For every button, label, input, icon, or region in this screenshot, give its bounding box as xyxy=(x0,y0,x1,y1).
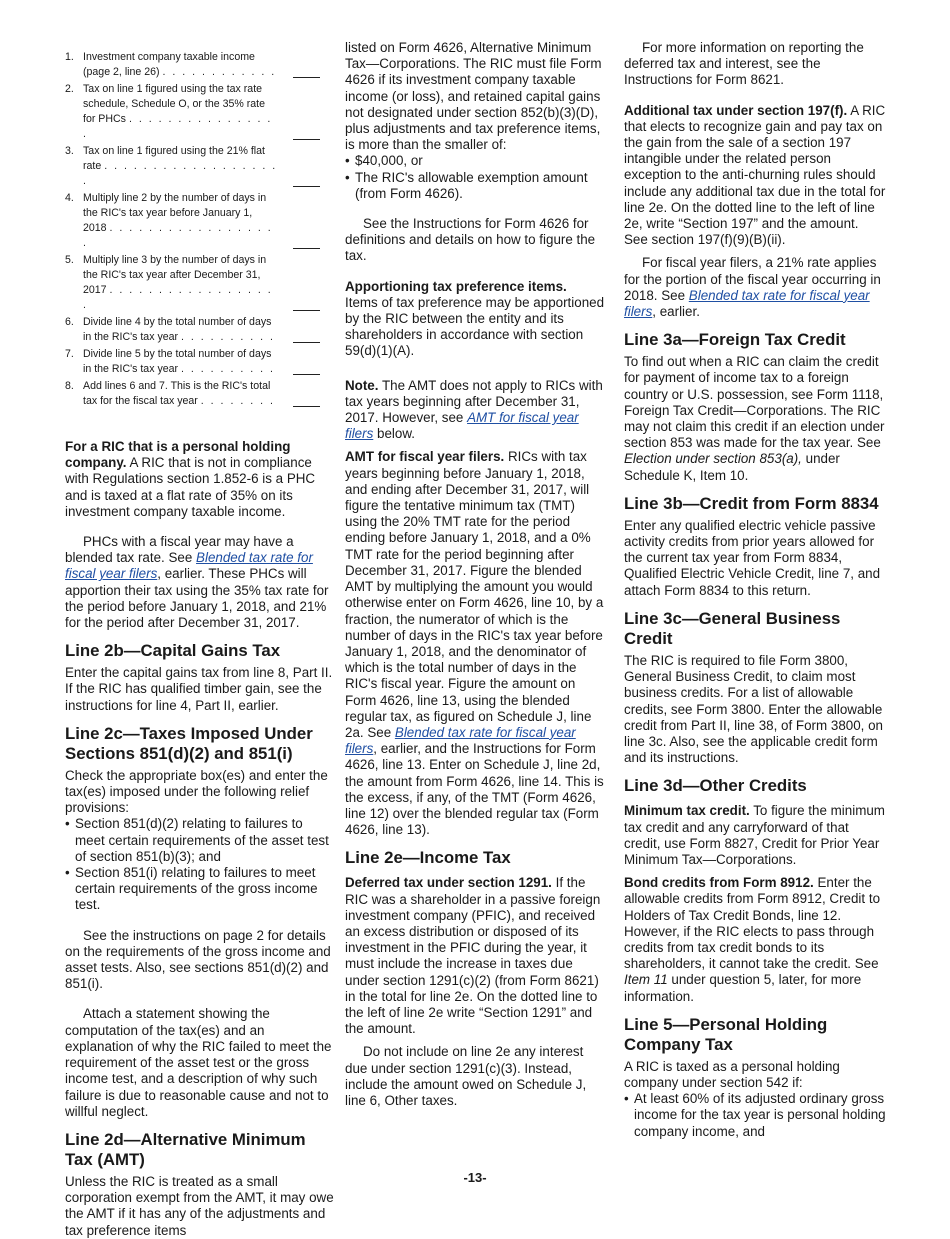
worksheet-entry-field[interactable] xyxy=(293,139,320,140)
worksheet-leader-dots: . . . . . . . . . . . . . . . . xyxy=(83,113,273,140)
heading-line-2c: Line 2c—Taxes Imposed Under Sections 851(d)(2) and 851(i) xyxy=(65,723,313,763)
worksheet-entry-field[interactable] xyxy=(293,374,320,375)
line-3a-paragraph xyxy=(624,354,886,484)
worksheet-entry-field[interactable] xyxy=(293,342,320,343)
note-text-b: below. xyxy=(373,426,415,442)
worksheet-line-number: 4. xyxy=(65,192,74,204)
worksheet-row xyxy=(65,379,335,409)
amt-bullets xyxy=(345,153,605,202)
amt-fiscal-paragraph xyxy=(345,449,605,838)
line-3b-text: Enter any qualified electric vehicle passive activity credits from prior years allowed for the current tax year from Form 8834, Qualified Electric Vehicle Credit, line 7, and attach Form 8834 to this return. xyxy=(624,517,881,598)
worksheet-line-label: Multiply line 2 by the number of days in the RIC's tax year before January 1, 2018 xyxy=(83,192,267,234)
worksheet-line-number: 6. xyxy=(65,316,74,328)
worksheet-leader-dots: . . . . . . . . . . . . . . . . . . xyxy=(83,284,273,311)
worksheet-row xyxy=(65,191,335,251)
worksheet-line-label: Add lines 6 and 7. This is the RIC's total tax for the fiscal tax year xyxy=(83,380,271,407)
worksheet-row xyxy=(65,144,335,189)
blended-tax-rate-link[interactable]: Blended tax rate for fiscal year filers xyxy=(345,724,576,757)
worksheet-row xyxy=(65,347,335,377)
worksheet-leader-dots: . . . . . . . . . . . . . . . . . . xyxy=(83,222,273,249)
note-text-a: The AMT does not apply to RICs with tax years beginning after December 31, 2017. However, see xyxy=(345,377,603,426)
section-197-paragraph xyxy=(624,103,886,249)
bond-credits-paragraph xyxy=(624,875,886,1005)
worksheet-line-number: 1. xyxy=(65,51,74,63)
amt-continued-text: listed on Form 4626, Alternative Minimum Tax—Corporations. The RIC must file Form 4626 if its investment company taxable income (or loss), and retained capital gains not designated under section 852(b)(3)(D), plus adjustments and tax preference items, is more than the smaller of: xyxy=(345,40,602,153)
amt-fiscal-heading: AMT for fiscal year filers. xyxy=(345,449,505,465)
bond-credits-text-a: Enter the allowable credits from Form 8912, Credit to Holders of Tax Credit Bonds, line 12. However, if the RIC elects to pass through credits from tax credit bonds to its shareholders, it cannot take the credit. See xyxy=(624,875,881,972)
worksheet-leader-dots: . . . . . . . . . . . . . . . . . . . xyxy=(83,160,278,187)
amt-fiscal-text-b: , earlier, and the Instructions for Form 4626, line 13. Enter on Schedule J, line 2d, the amount from Form 4626, line 14. This is the excess, if any, of the TMT (Form 4626, line 12) over the blended regular tax (Form 4626, line 13). xyxy=(345,741,604,838)
apportioning-text: Items of tax preference may be apportioned by the RIC between the entity and its shareholders in accordance with section 59(d)(1)(A). xyxy=(345,294,605,359)
worksheet-entry-field[interactable] xyxy=(293,77,320,78)
worksheet-leader-dots: . . . . . . . . . . . . xyxy=(162,66,277,78)
min-tax-text: To figure the minimum tax credit and any carryforward of that credit, use Form 8827, Credit for Prior Year Minimum Tax—Corporations. xyxy=(624,803,885,867)
line-5-bullets xyxy=(624,1091,886,1140)
amt-instructions-text: See the Instructions for Form 4626 for definitions and details on how to figure the tax. xyxy=(345,216,596,264)
heading-line-3d: Line 3d—Other Credits xyxy=(624,776,807,796)
interest-note-text: Do not include on line 2e any interest due under section 1291(c)(3). Instead, include the amount owed on Schedule J, line 6, Other taxes. xyxy=(345,1044,587,1108)
worksheet-row xyxy=(65,315,335,345)
phc-blended-text-a: PHCs with a fiscal year may have a blended tax rate. See xyxy=(65,534,294,566)
worksheet-entry-field[interactable] xyxy=(293,186,320,187)
worksheet-row xyxy=(65,253,335,313)
list-item: • Section 851(i) relating to failures to meet certain requirements of the gross income test. xyxy=(65,865,335,914)
phc-heading: For a RIC that is a personal holding company. xyxy=(65,439,291,471)
worksheet-line-text xyxy=(83,191,278,251)
worksheet-line-text xyxy=(83,253,278,313)
deferred-tax-heading: Deferred tax under section 1291. xyxy=(345,875,552,891)
phc-blended-text-b: , earlier. These PHCs will apportion their tax using the 35% tax rate for the period before January 1, 2018, and 21% for the period after December 31, 2017. xyxy=(65,566,329,631)
heading-line-3a: Line 3a—Foreign Tax Credit xyxy=(624,330,846,350)
list-item: • Section 851(d)(2) relating to failures to meet certain requirements of the asset test of section 851(b)(3); and xyxy=(65,816,335,865)
deferred-tax-text: If the RIC was a shareholder in a passive foreign investment company (PFIC), and received an excess distribution or disposed of its investment in the PFIC during the year, it must include the increase in taxes due under section 1291(c)(2) (from Form 8621) in the total for line 2e. On the dotted line to the left of line 2e write “Section 1291” and the amount. xyxy=(345,875,601,1037)
list-item: • At least 60% of its adjusted ordinary gross income for the tax year is personal holding company income, and xyxy=(624,1091,886,1140)
line-3a-italic: Election under section 853(a), xyxy=(624,451,802,467)
heading-line-3b: Line 3b—Credit from Form 8834 xyxy=(624,493,879,513)
worksheet-line-number: 7. xyxy=(65,348,74,360)
worksheet-line-label: Tax on line 1 figured using the tax rate schedule, Schedule O, or the 35% rate for PHCs xyxy=(83,83,265,125)
column-right xyxy=(624,40,886,1140)
line-2c-bullets xyxy=(65,816,335,913)
column-left xyxy=(65,40,335,1239)
worksheet-line-text xyxy=(83,315,278,345)
blended-tax-rate-link[interactable]: Blended tax rate for fiscal year filers xyxy=(624,287,870,320)
fiscal-rate-text-b: , earlier. xyxy=(652,304,700,320)
worksheet-line-number: 3. xyxy=(65,145,74,157)
section-197-heading: Additional tax under section 197(f). xyxy=(624,102,848,118)
line-2d-text: Unless the RIC is treated as a small corporation exempt from the AMT, it may owe the AMT if it has any of the adjustments and tax preference items xyxy=(65,1173,334,1238)
worksheet-line-text xyxy=(83,82,278,142)
worksheet-line-text xyxy=(83,379,278,409)
page-number: -13- xyxy=(463,1170,487,1185)
bond-credits-italic: Item 11 xyxy=(624,972,668,988)
phc-text: A RIC that is not in compliance with Regulations section 1.852-6 is a PHC and is taxed at a flat rate of 35% on its investment company taxable income. xyxy=(65,455,316,519)
fiscal-rate-paragraph xyxy=(624,255,886,320)
worksheet-line-number: 2. xyxy=(65,83,74,95)
section-197-text: A RIC that elects to recognize gain and pay tax on the gain from the sale of a section 197 intangible under the related person exception to the anti-churning rules should include any additional tax due in the total for line 2e. On the dotted line to the left of line 2e, write “Section 197” and the amount. See section 197(f)(9)(B)(ii). xyxy=(624,102,886,248)
worksheet-row xyxy=(65,50,335,80)
heading-line-2b: Line 2b—Capital Gains Tax xyxy=(65,641,281,661)
worksheet-entry-field[interactable] xyxy=(293,406,320,407)
worksheet-line-label: Tax on line 1 figured using the 21% flat rate xyxy=(83,145,265,172)
form-8621-text: For more information on reporting the deferred tax and interest, see the Instructions for Form 8621. xyxy=(624,40,864,88)
line-2b-text: Enter the capital gains tax from line 8, Part II. If the RIC has qualified timber gain, see the instructions for line 4, Part II, earlier. xyxy=(65,665,333,713)
worksheet-line-label: Multiply line 3 by the number of days in the RIC's tax year after December 31, 2017 xyxy=(83,254,267,296)
apportioning-paragraph xyxy=(345,279,605,360)
worksheet-line-label: Investment company taxable income (page 2, line 26) xyxy=(83,51,255,78)
worksheet-row xyxy=(65,82,335,142)
worksheet-line-number: 8. xyxy=(65,380,74,392)
min-tax-heading: Minimum tax credit. xyxy=(624,803,750,819)
heading-line-5: Line 5—Personal Holding Company Tax xyxy=(624,1014,828,1054)
phc-blended-paragraph xyxy=(65,534,335,631)
worksheet-entry-field[interactable] xyxy=(293,248,320,249)
line-5-text: A RIC is taxed as a personal holding company under section 542 if: xyxy=(624,1058,840,1090)
fiscal-rate-text-a: For fiscal year filers, a 21% rate applies for the portion of the fiscal year occurring in 2018. See xyxy=(624,255,881,303)
note-label: Note. xyxy=(345,377,379,393)
phc-paragraph xyxy=(65,439,335,520)
list-item: • $40,000, or xyxy=(345,153,605,169)
bond-credits-text-b: under question 5, later, for more information. xyxy=(624,972,862,1004)
list-item: • The RIC's allowable exemption amount (from Form 4626). xyxy=(345,170,605,202)
amt-fiscal-text-a: RICs with tax years beginning before January 1, 2018, and ending after December 31, 2017, will figure the tentative minimum tax (TMT) using the 20% TMT rate for the period ending before January 1, 2018, and a 0% TMT rate for the period beginning after December 31, 2017. Figure the blended AMT by multiplying the amount you would otherwise enter on Form 4626, line 10, by a fraction, the numerator of which is the number of days in the RIC's tax year before January 1, 2018, and the denominator of which is the total number of days in the RIC's fiscal year. Figure the amount on Form 4626, line 13, using the blended regular tax, as figured on Schedule J, line 2a. See xyxy=(345,449,604,740)
line-2c-text-3: Attach a statement showing the computation of the tax(es) and an explanation of why the RIC failed to meet the requirement of the asset test or the gross income test, and a description of why such failure is due to reasonable cause and not to willful neglect. xyxy=(65,1006,332,1119)
worksheet-line-label: Divide line 5 by the total number of days in the RIC's tax year xyxy=(83,348,272,375)
line-3a-text-b: under Schedule K, Item 10. xyxy=(624,451,840,483)
apportioning-heading: Apportioning tax preference items. xyxy=(345,278,567,294)
line-3a-text-a: To find out when a RIC can claim the credit for payment of income tax to a foreign country or U.S. possession, see Form 1118, Foreign Tax Credit—Corporations. The RIC may not claim this credit if an election under section 853 was made for the tax year. See xyxy=(624,354,885,451)
heading-line-2d: Line 2d—Alternative Minimum Tax (AMT) xyxy=(65,1129,306,1169)
worksheet xyxy=(65,50,335,409)
worksheet-line-label: Divide line 4 by the total number of days in the RIC's tax year xyxy=(83,316,272,343)
min-tax-paragraph xyxy=(624,803,886,868)
worksheet-line-text xyxy=(83,50,278,80)
note-paragraph xyxy=(345,378,605,443)
heading-line-3c: Line 3c—General Business Credit xyxy=(624,608,841,648)
line-3c-text: The RIC is required to file Form 3800, General Business Credit, to claim most business credits. For a list of allowable credits, see Form 3800. Enter the allowable credit from Part II, line 38, of Form 3800, on line 3c. Also, see the applicable credit form and its instructions. xyxy=(624,652,883,766)
column-middle xyxy=(345,40,605,1109)
amt-fiscal-link[interactable]: AMT for fiscal year filers xyxy=(345,410,579,442)
bond-credits-heading: Bond credits from Form 8912. xyxy=(624,875,814,891)
worksheet-leader-dots: . . . . . . . . . . xyxy=(181,331,275,343)
worksheet-line-text xyxy=(83,347,278,377)
worksheet-entry-field[interactable] xyxy=(293,310,320,311)
heading-line-2e: Line 2e—Income Tax xyxy=(345,848,511,868)
worksheet-leader-dots: . . . . . . . . xyxy=(200,395,275,407)
worksheet-leader-dots: . . . . . . . . . . xyxy=(181,363,275,375)
worksheet-line-text xyxy=(83,144,278,189)
line-2c-text: Check the appropriate box(es) and enter the tax(es) imposed under the following relief provisions: xyxy=(65,767,328,816)
worksheet-line-number: 5. xyxy=(65,254,74,266)
blended-tax-rate-link[interactable]: Blended tax rate for fiscal year filers xyxy=(65,550,313,582)
deferred-tax-paragraph xyxy=(345,875,605,1037)
line-2c-text-2: See the instructions on page 2 for details on the requirements of the gross income and asset tests. Also, see sections 851(d)(2) and 851(i). xyxy=(65,927,331,992)
